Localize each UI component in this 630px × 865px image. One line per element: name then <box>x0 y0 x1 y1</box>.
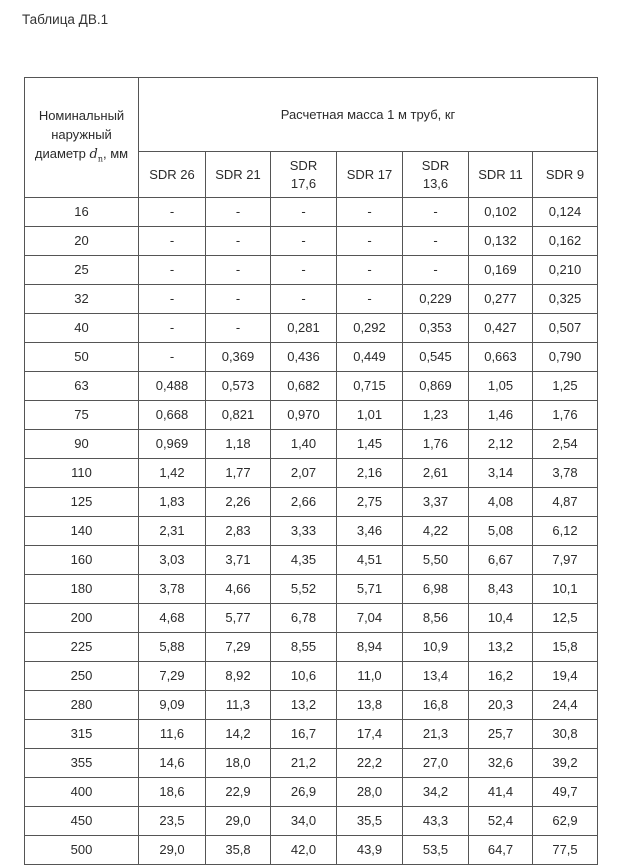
diameter-cell: 20 <box>25 227 139 256</box>
mass-cell: 7,04 <box>337 604 403 633</box>
mass-cell: 10,9 <box>403 633 469 662</box>
table-caption: Таблица ДВ.1 <box>22 12 109 27</box>
mass-cell: - <box>139 227 206 256</box>
mass-cell: 7,29 <box>139 662 206 691</box>
mass-cell: 18,0 <box>206 749 271 778</box>
sdr-header-line1: SDR 9 <box>545 166 585 182</box>
sdr-column-header <box>206 152 271 198</box>
mass-cell: 3,78 <box>533 459 598 488</box>
mass-cell: 1,05 <box>469 372 533 401</box>
table-row <box>25 314 598 343</box>
mass-cell: 20,3 <box>469 691 533 720</box>
mass-cell: 0,715 <box>337 372 403 401</box>
mass-cell: 10,6 <box>271 662 337 691</box>
diameter-cell: 25 <box>25 256 139 285</box>
mass-cell: 8,56 <box>403 604 469 633</box>
mass-cell: - <box>206 198 271 227</box>
mass-cell: 0,507 <box>533 314 598 343</box>
table-row <box>25 575 598 604</box>
table-row <box>25 198 598 227</box>
diameter-cell: 50 <box>25 343 139 372</box>
mass-cell: 1,83 <box>139 488 206 517</box>
mass-cell: 7,29 <box>206 633 271 662</box>
mass-cell: 3,33 <box>271 517 337 546</box>
mass-cell: 21,3 <box>403 720 469 749</box>
mass-cell: 16,2 <box>469 662 533 691</box>
sdr-column-header <box>469 152 533 198</box>
mass-cell: 12,5 <box>533 604 598 633</box>
mass-cell: 8,55 <box>271 633 337 662</box>
sdr-header-line1: SDR 17 <box>346 166 393 182</box>
mass-cell: 0,545 <box>403 343 469 372</box>
mass-cell: 0,169 <box>469 256 533 285</box>
diameter-cell: 280 <box>25 691 139 720</box>
mass-cell: 35,8 <box>206 836 271 865</box>
mass-cell: 1,77 <box>206 459 271 488</box>
mass-cell: 25,7 <box>469 720 533 749</box>
mass-cell: - <box>206 285 271 314</box>
mass-cell: - <box>139 314 206 343</box>
table-row <box>25 749 598 778</box>
diameter-cell: 200 <box>25 604 139 633</box>
mass-cell: 14,2 <box>206 720 271 749</box>
diameter-header-line3: диаметр <box>34 146 86 162</box>
table-row <box>25 546 598 575</box>
diameter-cell: 180 <box>25 575 139 604</box>
diameter-header-line1: Номинальный <box>38 108 125 124</box>
mass-cell: 0,869 <box>403 372 469 401</box>
table-row <box>25 285 598 314</box>
mass-cell: 0,325 <box>533 285 598 314</box>
sdr-column-header <box>139 152 206 198</box>
mass-cell: - <box>337 198 403 227</box>
mass-cell: 18,6 <box>139 778 206 807</box>
mass-cell: 34,0 <box>271 807 337 836</box>
mass-cell: 2,54 <box>533 430 598 459</box>
mass-cell: 13,4 <box>403 662 469 691</box>
mass-cell: 4,68 <box>139 604 206 633</box>
mass-cell: 3,46 <box>337 517 403 546</box>
diameter-cell: 40 <box>25 314 139 343</box>
table-row <box>25 517 598 546</box>
mass-cell: 1,76 <box>533 401 598 430</box>
mass-cell: 34,2 <box>403 778 469 807</box>
diameter-cell: 225 <box>25 633 139 662</box>
mass-cell: 30,8 <box>533 720 598 749</box>
table-row <box>25 372 598 401</box>
mass-cell: 5,88 <box>139 633 206 662</box>
mass-cell: 0,102 <box>469 198 533 227</box>
mass-cell: 41,4 <box>469 778 533 807</box>
mass-cell: 27,0 <box>403 749 469 778</box>
diameter-cell: 160 <box>25 546 139 575</box>
diameter-cell: 140 <box>25 517 139 546</box>
table-row <box>25 836 598 865</box>
mass-cell: 9,09 <box>139 691 206 720</box>
diameter-cell: 500 <box>25 836 139 865</box>
mass-cell: 13,2 <box>469 633 533 662</box>
mass-cell: 4,51 <box>337 546 403 575</box>
mass-cell: 23,5 <box>139 807 206 836</box>
mass-cell: 2,16 <box>337 459 403 488</box>
mass-cell: 26,9 <box>271 778 337 807</box>
diameter-unit: , мм <box>103 146 129 162</box>
mass-cell: 5,50 <box>403 546 469 575</box>
mass-cell: 3,03 <box>139 546 206 575</box>
mass-cell: 2,12 <box>469 430 533 459</box>
diameter-cell: 90 <box>25 430 139 459</box>
mass-cell: - <box>403 256 469 285</box>
table-row <box>25 459 598 488</box>
diameter-cell: 450 <box>25 807 139 836</box>
mass-cell: 0,969 <box>139 430 206 459</box>
mass-cell: 2,31 <box>139 517 206 546</box>
mass-cell: - <box>337 227 403 256</box>
sdr-column-header <box>533 152 598 198</box>
mass-cell: 0,427 <box>469 314 533 343</box>
mass-cell: 1,40 <box>271 430 337 459</box>
mass-cell: 35,5 <box>337 807 403 836</box>
mass-cell: 21,2 <box>271 749 337 778</box>
mass-cell: 14,6 <box>139 749 206 778</box>
mass-cell: 77,5 <box>533 836 598 865</box>
diameter-symbol: $d_n$ <box>89 147 103 164</box>
mass-cell: 39,2 <box>533 749 598 778</box>
mass-cell: 0,353 <box>403 314 469 343</box>
mass-cell: 32,6 <box>469 749 533 778</box>
mass-cell: - <box>271 256 337 285</box>
sdr-header-line1: SDR <box>421 157 450 173</box>
mass-cell: 4,66 <box>206 575 271 604</box>
mass-cell: 8,43 <box>469 575 533 604</box>
mass-cell: 8,92 <box>206 662 271 691</box>
diameter-cell: 75 <box>25 401 139 430</box>
mass-cell: 1,45 <box>337 430 403 459</box>
diameter-column-header <box>25 78 139 198</box>
mass-cell: 5,52 <box>271 575 337 604</box>
sdr-header-line1: SDR 11 <box>478 166 523 182</box>
table-row <box>25 720 598 749</box>
table-row <box>25 488 598 517</box>
table-row <box>25 604 598 633</box>
mass-cell: - <box>206 256 271 285</box>
mass-cell: 1,46 <box>469 401 533 430</box>
mass-cell: 0,132 <box>469 227 533 256</box>
diameter-cell: 250 <box>25 662 139 691</box>
mass-cell: 0,369 <box>206 343 271 372</box>
mass-cell: 43,3 <box>403 807 469 836</box>
diameter-cell: 16 <box>25 198 139 227</box>
mass-cell: 0,162 <box>533 227 598 256</box>
mass-cell: 3,14 <box>469 459 533 488</box>
mass-cell: 2,83 <box>206 517 271 546</box>
mass-cell: 4,22 <box>403 517 469 546</box>
mass-cell: - <box>139 343 206 372</box>
table-row <box>25 401 598 430</box>
diameter-cell: 125 <box>25 488 139 517</box>
table-row <box>25 662 598 691</box>
diameter-cell: 315 <box>25 720 139 749</box>
mass-cell: 0,488 <box>139 372 206 401</box>
mass-cell: 0,790 <box>533 343 598 372</box>
mass-cell: - <box>271 285 337 314</box>
diameter-cell: 110 <box>25 459 139 488</box>
sdr-header-line2: 13,6 <box>422 175 449 191</box>
mass-cell: 3,78 <box>139 575 206 604</box>
mass-cell: - <box>206 314 271 343</box>
table-row <box>25 256 598 285</box>
mass-cell: 2,61 <box>403 459 469 488</box>
mass-cell: 1,42 <box>139 459 206 488</box>
mass-cell: 1,23 <box>403 401 469 430</box>
table-row <box>25 691 598 720</box>
mass-cell: 4,35 <box>271 546 337 575</box>
mass-cell: - <box>271 227 337 256</box>
sdr-header-line1: SDR <box>289 157 318 173</box>
diameter-cell: 355 <box>25 749 139 778</box>
mass-cell: 0,210 <box>533 256 598 285</box>
mass-cell: 0,970 <box>271 401 337 430</box>
sdr-header-line2: 17,6 <box>290 175 317 191</box>
mass-cell: 7,97 <box>533 546 598 575</box>
table-row <box>25 343 598 372</box>
diameter-header-line2: наружный <box>51 127 112 143</box>
mass-cell: 10,1 <box>533 575 598 604</box>
diameter-subscript: n <box>97 154 103 164</box>
mass-cell: 6,12 <box>533 517 598 546</box>
mass-cell: 24,4 <box>533 691 598 720</box>
mass-column-group-header: Расчетная масса 1 м труб, кг <box>139 78 598 152</box>
mass-cell: 0,449 <box>337 343 403 372</box>
sdr-header-line1: SDR 26 <box>149 166 195 182</box>
mass-cell: 1,25 <box>533 372 598 401</box>
mass-cell: 64,7 <box>469 836 533 865</box>
table-row <box>25 227 598 256</box>
mass-cell: 49,7 <box>533 778 598 807</box>
mass-cell: 11,6 <box>139 720 206 749</box>
mass-cell: 6,67 <box>469 546 533 575</box>
mass-cell: 28,0 <box>337 778 403 807</box>
mass-cell: 19,4 <box>533 662 598 691</box>
mass-cell: 0,277 <box>469 285 533 314</box>
mass-cell: 53,5 <box>403 836 469 865</box>
mass-cell: 3,71 <box>206 546 271 575</box>
mass-cell: 11,0 <box>337 662 403 691</box>
mass-cell: 6,98 <box>403 575 469 604</box>
mass-cell: - <box>403 227 469 256</box>
sdr-column-header <box>403 152 469 198</box>
mass-cell: 15,8 <box>533 633 598 662</box>
mass-cell: 0,124 <box>533 198 598 227</box>
mass-cell: 0,668 <box>139 401 206 430</box>
mass-cell: 6,78 <box>271 604 337 633</box>
mass-cell: 1,76 <box>403 430 469 459</box>
sdr-column-header <box>337 152 403 198</box>
mass-cell: 11,3 <box>206 691 271 720</box>
diameter-cell: 400 <box>25 778 139 807</box>
mass-cell: 5,71 <box>337 575 403 604</box>
mass-cell: - <box>206 227 271 256</box>
mass-cell: 29,0 <box>139 836 206 865</box>
mass-cell: 2,26 <box>206 488 271 517</box>
mass-cell: 62,9 <box>533 807 598 836</box>
mass-cell: 43,9 <box>337 836 403 865</box>
mass-cell: - <box>139 256 206 285</box>
mass-cell: 2,75 <box>337 488 403 517</box>
sdr-header-line1: SDR 21 <box>215 166 261 182</box>
mass-cell: - <box>139 285 206 314</box>
mass-cell: 29,0 <box>206 807 271 836</box>
mass-cell: 10,4 <box>469 604 533 633</box>
mass-cell: 0,821 <box>206 401 271 430</box>
mass-cell: 52,4 <box>469 807 533 836</box>
mass-cell: 4,08 <box>469 488 533 517</box>
mass-cell: 0,436 <box>271 343 337 372</box>
mass-cell: 0,573 <box>206 372 271 401</box>
sdr-column-header <box>271 152 337 198</box>
mass-cell: 0,292 <box>337 314 403 343</box>
table-row <box>25 633 598 662</box>
mass-cell: 5,08 <box>469 517 533 546</box>
mass-cell: 5,77 <box>206 604 271 633</box>
mass-cell: - <box>337 256 403 285</box>
mass-cell: 1,01 <box>337 401 403 430</box>
mass-cell: 17,4 <box>337 720 403 749</box>
mass-cell: - <box>139 198 206 227</box>
mass-cell: 16,8 <box>403 691 469 720</box>
mass-cell: 13,8 <box>337 691 403 720</box>
mass-cell: 3,37 <box>403 488 469 517</box>
diameter-cell: 32 <box>25 285 139 314</box>
diameter-cell: 63 <box>25 372 139 401</box>
mass-cell: 4,87 <box>533 488 598 517</box>
mass-cell: 0,281 <box>271 314 337 343</box>
mass-cell: 0,229 <box>403 285 469 314</box>
mass-cell: 0,663 <box>469 343 533 372</box>
mass-cell: 16,7 <box>271 720 337 749</box>
mass-cell: 2,66 <box>271 488 337 517</box>
mass-cell: 2,07 <box>271 459 337 488</box>
mass-cell: - <box>403 198 469 227</box>
mass-cell: 8,94 <box>337 633 403 662</box>
mass-cell: 22,2 <box>337 749 403 778</box>
table-row <box>25 778 598 807</box>
table-row <box>25 430 598 459</box>
mass-cell: 0,682 <box>271 372 337 401</box>
mass-cell: - <box>337 285 403 314</box>
mass-cell: 1,18 <box>206 430 271 459</box>
mass-cell: - <box>271 198 337 227</box>
mass-cell: 13,2 <box>271 691 337 720</box>
mass-cell: 42,0 <box>271 836 337 865</box>
table-row <box>25 807 598 836</box>
mass-cell: 22,9 <box>206 778 271 807</box>
table-body <box>25 198 598 865</box>
pipe-mass-table <box>24 77 598 865</box>
